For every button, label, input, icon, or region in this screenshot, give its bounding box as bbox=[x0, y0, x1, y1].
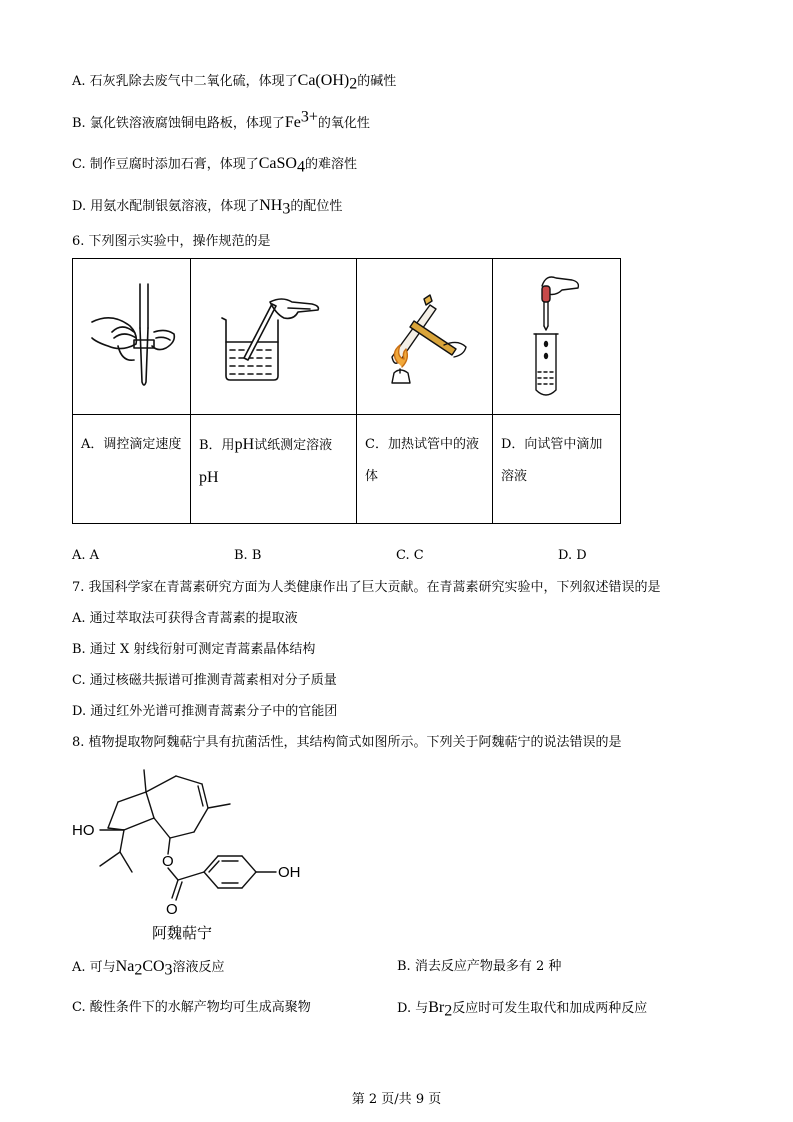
q6-caption-b-prefix: B．用 bbox=[199, 438, 235, 453]
q8-option-d bbox=[397, 999, 647, 1018]
q5-b-tail: 的氧化性 bbox=[317, 116, 370, 131]
ferutinin-structure-diagram bbox=[70, 762, 340, 922]
q6-cell-c-image bbox=[357, 259, 493, 415]
hydroxyl-label: HO bbox=[72, 822, 95, 839]
q6-option-d: D. D bbox=[558, 548, 587, 563]
formula-subscript: 2 bbox=[349, 75, 358, 93]
page-number-footer: 第 2 页/共 9 页 bbox=[351, 1092, 442, 1107]
formula-subscript: 3 bbox=[164, 961, 173, 979]
formula-subscript: 4 bbox=[296, 158, 305, 176]
q6-caption-c: C．加热试管中的液体 bbox=[357, 415, 493, 524]
q7-option-a: A. 通过萃取法可获得含青蒿素的提取液 bbox=[72, 611, 298, 626]
q6-caption-a: A．调控滴定速度 bbox=[73, 415, 191, 524]
q8-d-text: D. 与 bbox=[397, 1001, 429, 1016]
q6-option-c: C. C bbox=[396, 548, 424, 563]
q6-caption-b-middle: 试纸测定溶液 bbox=[254, 438, 333, 453]
q6-figure-table bbox=[72, 258, 621, 524]
q6-cell-b-image bbox=[191, 259, 357, 415]
q7-stem: 7. 我国科学家在青蒿素研究方面为人类健康作出了巨大贡献。在青蒿素研究实验中，下列叙述错误的是 bbox=[72, 580, 661, 595]
q5-d-tail: 的配位性 bbox=[290, 199, 343, 214]
q5-a-tail: 的碱性 bbox=[357, 74, 397, 89]
formula-co: CO bbox=[142, 958, 165, 975]
formula-caso4: CaSO bbox=[258, 155, 297, 172]
q7-option-b: B. 通过 X 射线衍射可测定青蒿素晶体结构 bbox=[72, 642, 316, 657]
formula-br: Br bbox=[428, 999, 445, 1016]
formula-subscript: 2 bbox=[444, 1002, 453, 1020]
q8-option-b: B. 消去反应产物最多有 2 种 bbox=[397, 959, 562, 974]
ph-term: pH bbox=[234, 436, 255, 453]
q5-d-text: D. 用氨水配制银氨溶液，体现了 bbox=[72, 199, 260, 214]
q5-option-c bbox=[72, 155, 357, 174]
q7-option-d: D. 通过红外光谱可推测青蒿素分子中的官能团 bbox=[72, 704, 338, 719]
ph-paper-beaker-illustration bbox=[214, 292, 334, 382]
formula-caoh2: Ca(OH) bbox=[297, 72, 350, 89]
carbonyl-oxygen-label: O bbox=[166, 901, 178, 918]
ph-term: pH bbox=[199, 469, 219, 486]
ester-oxygen-label: O bbox=[162, 853, 174, 870]
heating-test-tube-illustration bbox=[380, 287, 470, 387]
formula-subscript: 3 bbox=[282, 200, 291, 218]
q5-a-text: A. 石灰乳除去废气中二氧化硫，体现了 bbox=[72, 74, 298, 89]
q6-caption-d: D．向试管中滴加溶液 bbox=[493, 415, 621, 524]
q6-option-b: B. B bbox=[234, 548, 262, 563]
q5-option-a bbox=[72, 72, 396, 91]
q6-option-a: A. A bbox=[72, 548, 100, 563]
q8-a-text: A. 可与 bbox=[72, 960, 116, 975]
formula-na: Na bbox=[115, 958, 135, 975]
formula-nh3: NH bbox=[259, 197, 283, 214]
q8-d-tail: 反应时可发生取代和加成两种反应 bbox=[452, 1001, 648, 1016]
formula-superscript: 3+ bbox=[300, 108, 318, 126]
q5-option-b bbox=[72, 108, 370, 133]
phenol-oh-label: OH bbox=[278, 864, 301, 881]
q5-c-tail: 的难溶性 bbox=[304, 157, 357, 172]
q5-c-text: C. 制作豆腐时添加石膏，体现了 bbox=[72, 157, 259, 172]
q7-option-c: C. 通过核磁共振谱可推测青蒿素相对分子质量 bbox=[72, 673, 337, 688]
formula-fe: Fe bbox=[284, 114, 301, 131]
q6-cell-a-image bbox=[73, 259, 191, 415]
q6-stem: 6. 下列图示实验中，操作规范的是 bbox=[72, 234, 271, 249]
q8-a-tail: 溶液反应 bbox=[172, 960, 225, 975]
dropper-test-tube-illustration bbox=[522, 272, 592, 402]
compound-name: 阿魏萜宁 bbox=[152, 924, 213, 942]
q6-caption-b bbox=[191, 415, 357, 524]
q5-b-text: B. 氯化铁溶液腐蚀铜电路板，体现了 bbox=[72, 116, 285, 131]
q6-cell-d-image bbox=[493, 259, 621, 415]
formula-subscript: 2 bbox=[134, 961, 143, 979]
burette-titration-illustration bbox=[82, 282, 182, 392]
q8-option-a bbox=[72, 958, 225, 977]
q8-stem: 8. 植物提取物阿魏萜宁具有抗菌活性，其结构简式如图所示。下列关于阿魏萜宁的说法错误的是 bbox=[72, 735, 622, 750]
q8-option-c: C. 酸性条件下的水解产物均可生成高聚物 bbox=[72, 1000, 311, 1015]
q5-option-d bbox=[72, 197, 342, 216]
